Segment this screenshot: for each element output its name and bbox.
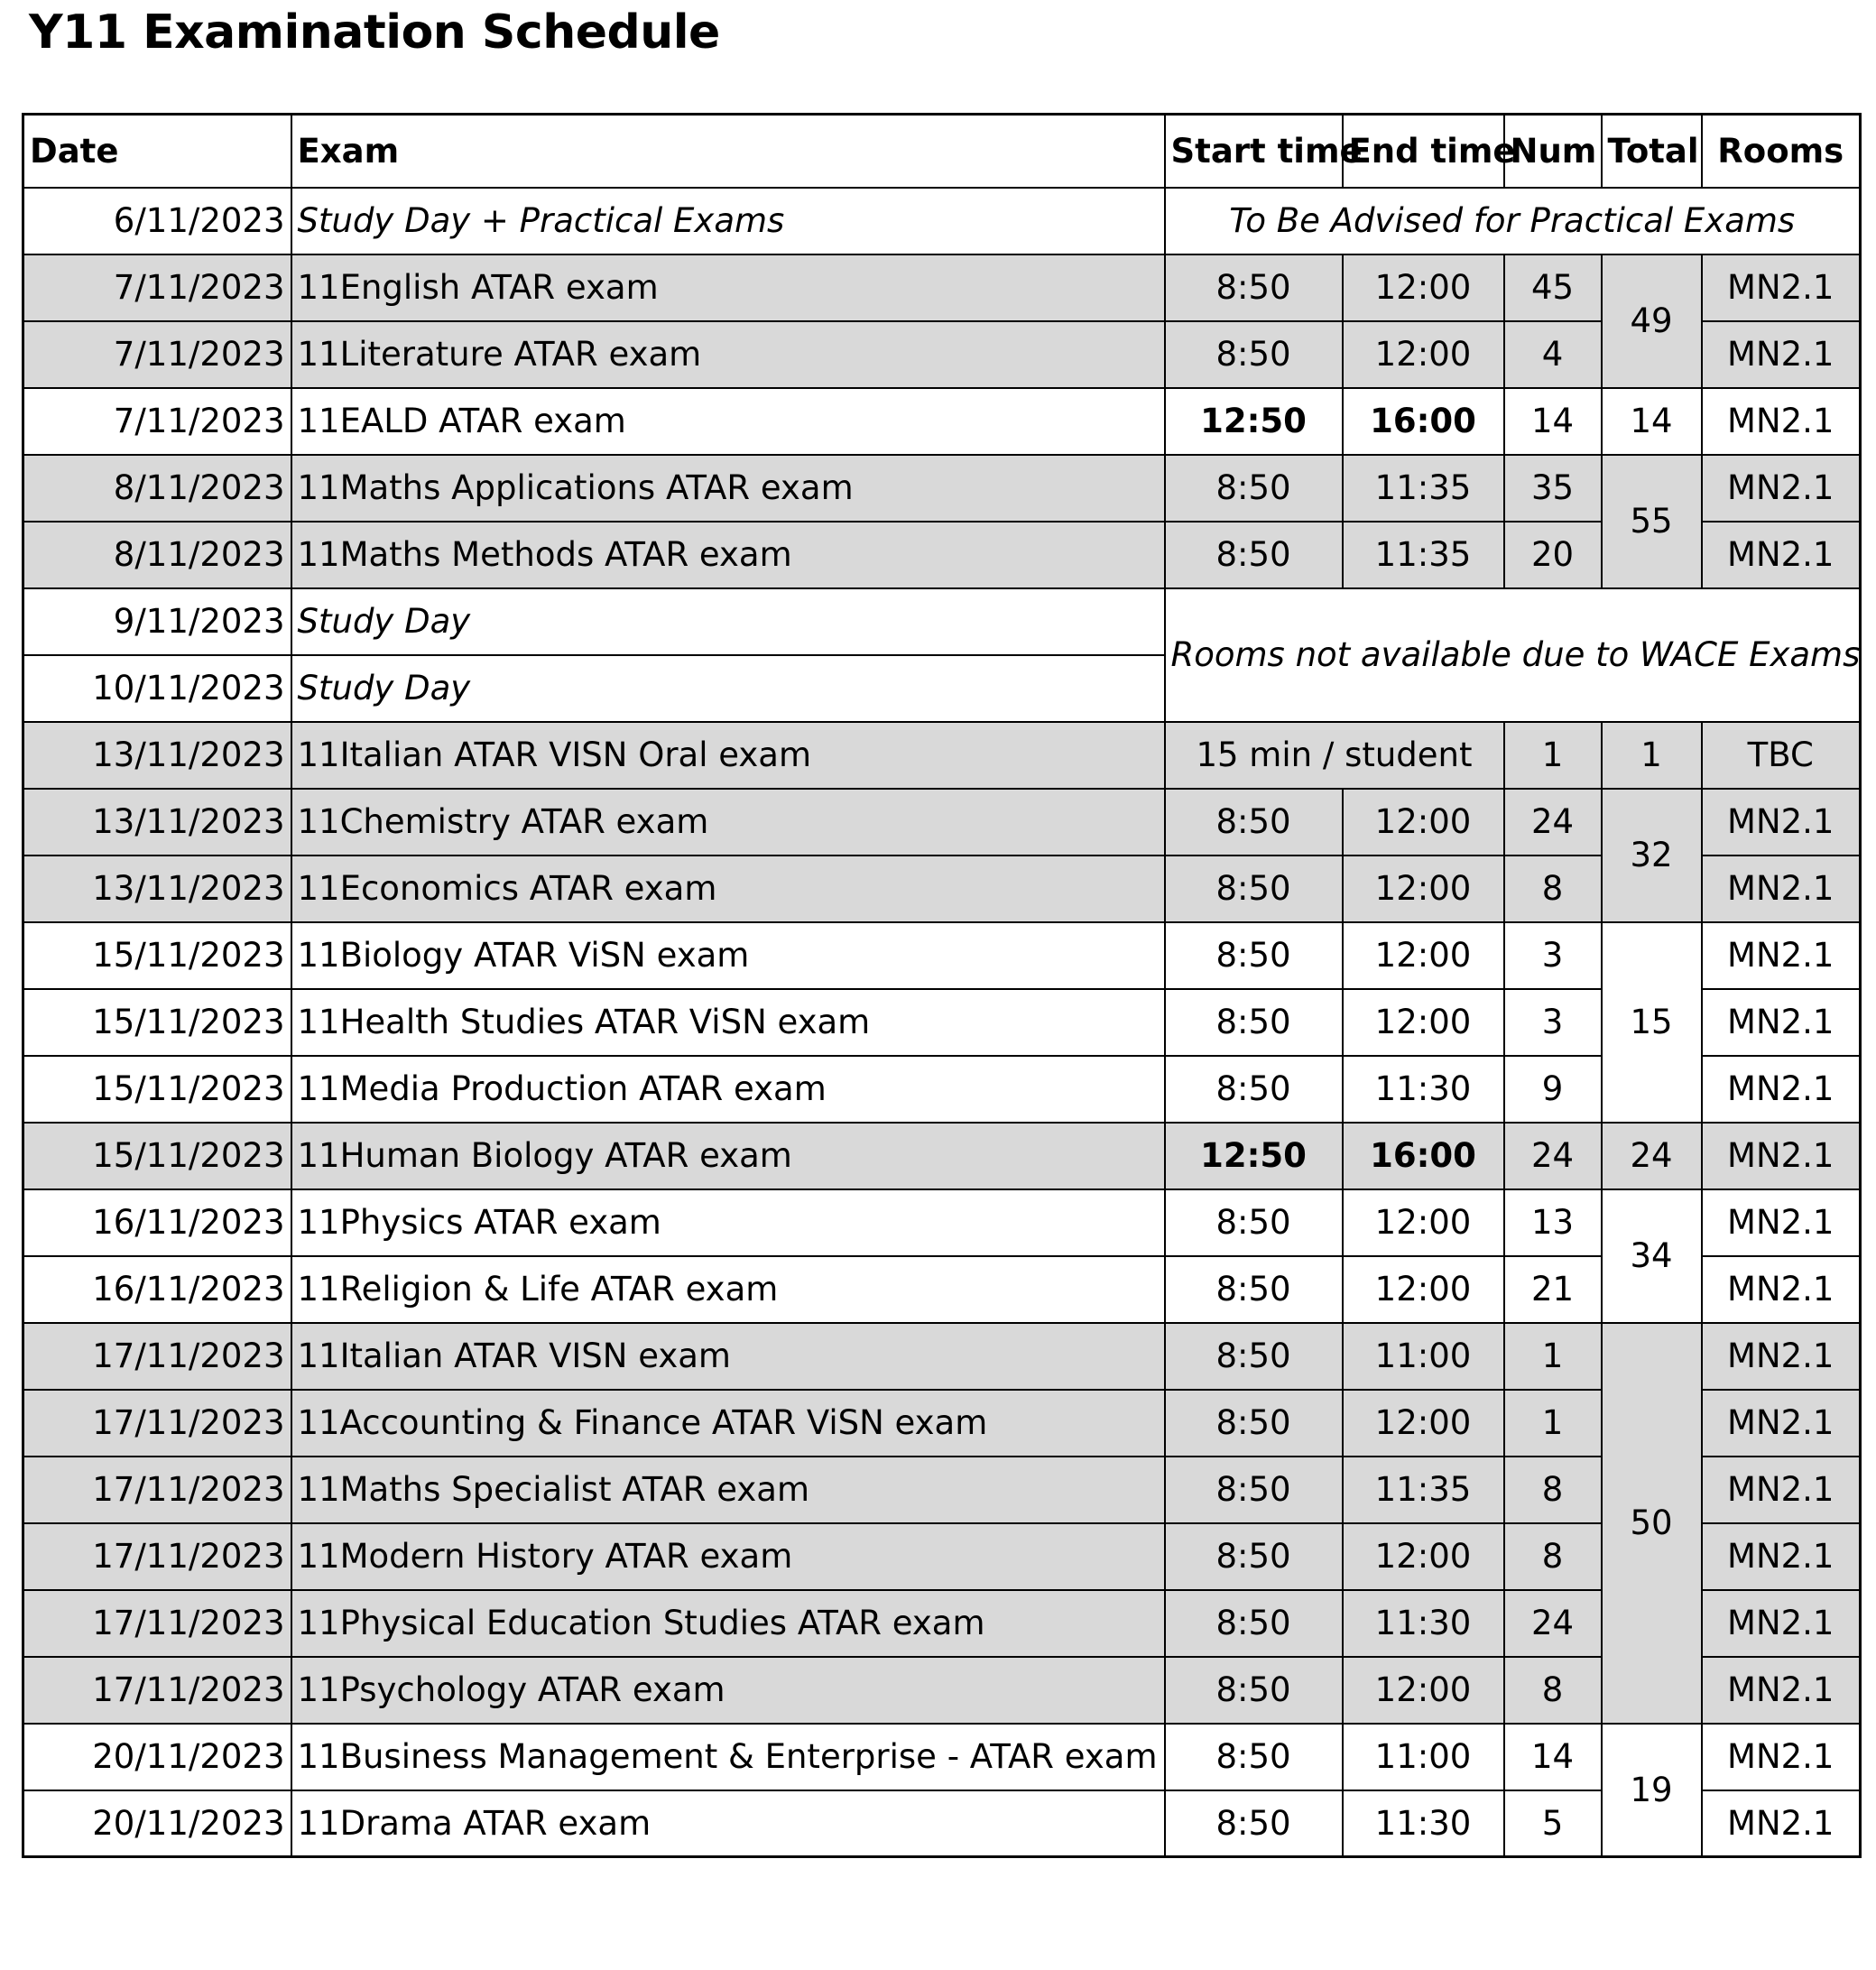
cell-num: 1: [1504, 1390, 1602, 1457]
table-row: [23, 1390, 1861, 1457]
header-exam: Exam: [291, 115, 1165, 188]
table-row: [23, 321, 1861, 388]
cell-num: 8: [1504, 1457, 1602, 1523]
cell-date: 13/11/2023: [23, 789, 291, 856]
cell-num: 3: [1504, 922, 1602, 989]
cell-exam: Study Day: [291, 655, 1165, 722]
cell-num: 24: [1504, 1590, 1602, 1657]
cell-end-time: 12:00: [1343, 1523, 1504, 1590]
table-row: [23, 455, 1861, 522]
cell-num: 35: [1504, 455, 1602, 522]
cell-start-time: 8:50: [1165, 922, 1343, 989]
cell-end-time: 11:30: [1343, 1790, 1504, 1857]
cell-date: 17/11/2023: [23, 1390, 291, 1457]
cell-num: 21: [1504, 1256, 1602, 1323]
cell-exam: 11Media Production ATAR exam: [291, 1056, 1165, 1123]
cell-total: 34: [1602, 1189, 1702, 1323]
cell-num: 3: [1504, 989, 1602, 1056]
cell-start-time: 8:50: [1165, 1323, 1343, 1390]
cell-end-time: 11:00: [1343, 1323, 1504, 1390]
cell-start-time: 8:50: [1165, 321, 1343, 388]
cell-total: 50: [1602, 1323, 1702, 1724]
table-row: [23, 1657, 1861, 1724]
cell-date: 7/11/2023: [23, 254, 291, 321]
cell-date: 10/11/2023: [23, 655, 291, 722]
table-row: [23, 722, 1861, 789]
cell-room: MN2.1: [1702, 254, 1861, 321]
cell-date: 16/11/2023: [23, 1256, 291, 1323]
cell-room: MN2.1: [1702, 1189, 1861, 1256]
cell-date: 13/11/2023: [23, 856, 291, 922]
table-row: [23, 789, 1861, 856]
cell-total: 15: [1602, 922, 1702, 1123]
cell-room: MN2.1: [1702, 922, 1861, 989]
cell-end-time: 16:00: [1343, 1123, 1504, 1189]
cell-exam: 11Physical Education Studies ATAR exam: [291, 1590, 1165, 1657]
cell-num: 45: [1504, 254, 1602, 321]
cell-end-time: 12:00: [1343, 1390, 1504, 1457]
cell-end-time: 11:35: [1343, 522, 1504, 588]
cell-exam: 11Chemistry ATAR exam: [291, 789, 1165, 856]
table-row: [23, 1189, 1861, 1256]
cell-room: MN2.1: [1702, 1256, 1861, 1323]
cell-start-time: 8:50: [1165, 1590, 1343, 1657]
cell-exam: 11Italian ATAR VISN exam: [291, 1323, 1165, 1390]
cell-exam: Study Day: [291, 588, 1165, 655]
cell-exam: 11Modern History ATAR exam: [291, 1523, 1165, 1590]
cell-start-time: 8:50: [1165, 1457, 1343, 1523]
cell-exam: 11Business Management & Enterprise - ATAR exam: [291, 1724, 1165, 1790]
table-row: [23, 1590, 1861, 1657]
cell-date: 13/11/2023: [23, 722, 291, 789]
cell-start-time: 8:50: [1165, 1790, 1343, 1857]
cell-room: TBC: [1702, 722, 1861, 789]
table-row: [23, 254, 1861, 321]
cell-exam: Study Day + Practical Exams: [291, 188, 1165, 254]
cell-date: 15/11/2023: [23, 1056, 291, 1123]
table-row: [23, 522, 1861, 588]
cell-exam: 11Maths Methods ATAR exam: [291, 522, 1165, 588]
table-row: [23, 856, 1861, 922]
table-row: [23, 1457, 1861, 1523]
cell-exam: 11Maths Applications ATAR exam: [291, 455, 1165, 522]
cell-num: 8: [1504, 1657, 1602, 1724]
cell-total: 19: [1602, 1724, 1702, 1857]
cell-start-time: 12:50: [1165, 1123, 1343, 1189]
cell-num: 20: [1504, 522, 1602, 588]
cell-total: 1: [1602, 722, 1702, 789]
cell-end-time: 11:30: [1343, 1056, 1504, 1123]
cell-start-time: 8:50: [1165, 455, 1343, 522]
table-row: [23, 1256, 1861, 1323]
cell-num: 24: [1504, 1123, 1602, 1189]
cell-exam: 11Economics ATAR exam: [291, 856, 1165, 922]
table-row: [23, 1790, 1861, 1857]
table-row: [23, 1323, 1861, 1390]
cell-date: 17/11/2023: [23, 1523, 291, 1590]
table-row: [23, 1056, 1861, 1123]
cell-num: 14: [1504, 1724, 1602, 1790]
cell-room: MN2.1: [1702, 1323, 1861, 1390]
cell-exam: 11Health Studies ATAR ViSN exam: [291, 989, 1165, 1056]
cell-room: MN2.1: [1702, 1724, 1861, 1790]
page-title: Y11 Examination Schedule: [29, 5, 720, 60]
cell-room: MN2.1: [1702, 1590, 1861, 1657]
cell-start-time: 8:50: [1165, 1724, 1343, 1790]
header-rooms: Rooms: [1702, 115, 1861, 188]
cell-end-time: 12:00: [1343, 1256, 1504, 1323]
header-num: Num: [1504, 115, 1602, 188]
cell-total: 24: [1602, 1123, 1702, 1189]
cell-num: 1: [1504, 722, 1602, 789]
cell-room: MN2.1: [1702, 789, 1861, 856]
cell-room: MN2.1: [1702, 1123, 1861, 1189]
cell-date: 15/11/2023: [23, 922, 291, 989]
cell-room: MN2.1: [1702, 388, 1861, 455]
cell-start-time: 8:50: [1165, 989, 1343, 1056]
cell-end-time: 11:35: [1343, 1457, 1504, 1523]
cell-total: 32: [1602, 789, 1702, 922]
cell-room: MN2.1: [1702, 1657, 1861, 1724]
cell-start-time: 8:50: [1165, 1256, 1343, 1323]
cell-end-time: 11:35: [1343, 455, 1504, 522]
cell-date: 9/11/2023: [23, 588, 291, 655]
header-total: Total: [1602, 115, 1702, 188]
cell-exam: 11Human Biology ATAR exam: [291, 1123, 1165, 1189]
table-row: [23, 922, 1861, 989]
cell-room: MN2.1: [1702, 321, 1861, 388]
cell-date: 20/11/2023: [23, 1790, 291, 1857]
table-row: [23, 588, 1861, 655]
cell-room: MN2.1: [1702, 989, 1861, 1056]
cell-room: MN2.1: [1702, 1390, 1861, 1457]
cell-total: 55: [1602, 455, 1702, 588]
cell-end-time: 12:00: [1343, 254, 1504, 321]
cell-start-time: 12:50: [1165, 388, 1343, 455]
cell-room: MN2.1: [1702, 1523, 1861, 1590]
cell-start-time: 8:50: [1165, 789, 1343, 856]
cell-total: 14: [1602, 388, 1702, 455]
cell-date: 15/11/2023: [23, 989, 291, 1056]
cell-exam: 11Drama ATAR exam: [291, 1790, 1165, 1857]
cell-total: 49: [1602, 254, 1702, 388]
cell-exam: 11Psychology ATAR exam: [291, 1657, 1165, 1724]
cell-exam: 11EALD ATAR exam: [291, 388, 1165, 455]
cell-room: MN2.1: [1702, 1056, 1861, 1123]
cell-exam: 11English ATAR exam: [291, 254, 1165, 321]
header-start-time: Start time: [1165, 115, 1343, 188]
cell-date: 17/11/2023: [23, 1457, 291, 1523]
cell-date: 20/11/2023: [23, 1724, 291, 1790]
cell-start-time: 8:50: [1165, 1657, 1343, 1724]
cell-start-time: 8:50: [1165, 254, 1343, 321]
cell-exam: 11Physics ATAR exam: [291, 1189, 1165, 1256]
cell-end-time: 16:00: [1343, 388, 1504, 455]
cell-num: 9: [1504, 1056, 1602, 1123]
cell-num: 8: [1504, 1523, 1602, 1590]
cell-room: MN2.1: [1702, 1790, 1861, 1857]
cell-num: 14: [1504, 388, 1602, 455]
cell-end-time: 12:00: [1343, 1189, 1504, 1256]
cell-exam: 11Biology ATAR ViSN exam: [291, 922, 1165, 989]
cell-end-time: 12:00: [1343, 789, 1504, 856]
cell-num: 4: [1504, 321, 1602, 388]
cell-num: 5: [1504, 1790, 1602, 1857]
cell-date: 16/11/2023: [23, 1189, 291, 1256]
cell-room: MN2.1: [1702, 522, 1861, 588]
table-row: [23, 989, 1861, 1056]
header-end-time: End time: [1343, 115, 1504, 188]
cell-date: 17/11/2023: [23, 1590, 291, 1657]
cell-num: 8: [1504, 856, 1602, 922]
header-date: Date: [23, 115, 291, 188]
table-row: [23, 388, 1861, 455]
cell-date: 7/11/2023: [23, 321, 291, 388]
cell-date: 8/11/2023: [23, 522, 291, 588]
cell-exam: 11Accounting & Finance ATAR ViSN exam: [291, 1390, 1165, 1457]
cell-room: MN2.1: [1702, 856, 1861, 922]
cell-start-time: 8:50: [1165, 1056, 1343, 1123]
table-row: [23, 188, 1861, 254]
table-header-row: [23, 115, 1861, 188]
cell-end-time: 12:00: [1343, 1657, 1504, 1724]
table-row: [23, 1523, 1861, 1590]
cell-num: 24: [1504, 789, 1602, 856]
cell-exam: 11Literature ATAR exam: [291, 321, 1165, 388]
cell-room: MN2.1: [1702, 455, 1861, 522]
cell-date: 15/11/2023: [23, 1123, 291, 1189]
cell-end-time: 12:00: [1343, 856, 1504, 922]
cell-exam: 11Maths Specialist ATAR exam: [291, 1457, 1165, 1523]
cell-start-time: 8:50: [1165, 1189, 1343, 1256]
cell-start-time: 8:50: [1165, 856, 1343, 922]
cell-date: 17/11/2023: [23, 1657, 291, 1724]
cell-exam: 11Religion & Life ATAR exam: [291, 1256, 1165, 1323]
cell-end-time: 12:00: [1343, 321, 1504, 388]
cell-start-time: 8:50: [1165, 1523, 1343, 1590]
cell-end-time: 12:00: [1343, 922, 1504, 989]
cell-start-time: 8:50: [1165, 1390, 1343, 1457]
cell-date: 7/11/2023: [23, 388, 291, 455]
cell-date: 8/11/2023: [23, 455, 291, 522]
rooms-unavailable-note: Rooms not available due to WACE Exams: [1165, 588, 1861, 722]
cell-end-time: 11:30: [1343, 1590, 1504, 1657]
cell-date: 6/11/2023: [23, 188, 291, 254]
table-row: [23, 1123, 1861, 1189]
cell-exam: 11Italian ATAR VISN Oral exam: [291, 722, 1165, 789]
cell-num: 1: [1504, 1323, 1602, 1390]
cell-duration: 15 min / student: [1165, 722, 1504, 789]
exam-schedule-table: [22, 113, 1862, 1858]
cell-start-time: 8:50: [1165, 522, 1343, 588]
table-row: [23, 1724, 1861, 1790]
cell-num: 13: [1504, 1189, 1602, 1256]
cell-end-time: 12:00: [1343, 989, 1504, 1056]
cell-date: 17/11/2023: [23, 1323, 291, 1390]
cell-end-time: 11:00: [1343, 1724, 1504, 1790]
practical-exams-note: To Be Advised for Practical Exams: [1165, 188, 1861, 254]
cell-room: MN2.1: [1702, 1457, 1861, 1523]
